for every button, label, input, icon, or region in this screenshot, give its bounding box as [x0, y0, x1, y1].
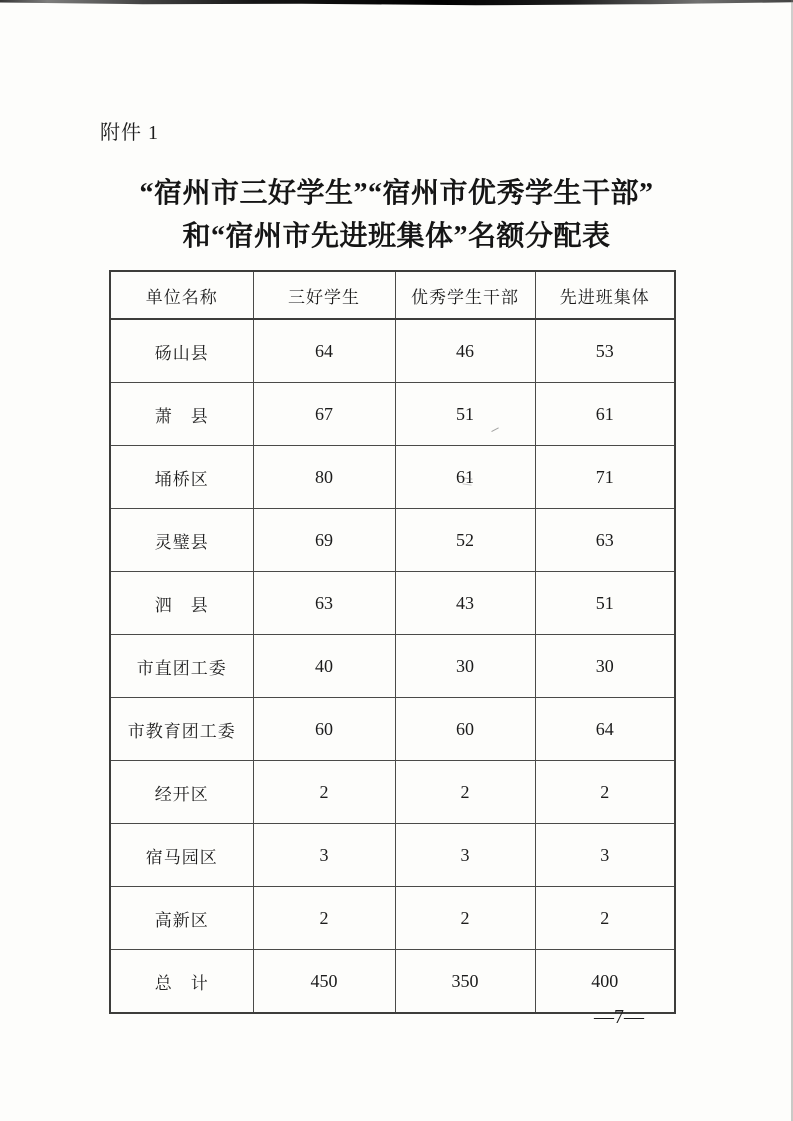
unit-name-cell: 泗 县 [110, 572, 253, 635]
table-row [110, 824, 675, 887]
quota-value-cell: 3 [253, 824, 395, 887]
col-header-advanced-class: 先进班集体 [535, 271, 675, 319]
quota-value-cell: 71 [535, 446, 675, 509]
table-row [110, 887, 675, 950]
quota-value-cell: 61 [395, 446, 535, 509]
quota-value-cell: 40 [253, 635, 395, 698]
quota-value-cell: 52 [395, 509, 535, 572]
table-row [110, 509, 675, 572]
document-title [0, 172, 793, 258]
quota-value-cell: 67 [253, 383, 395, 446]
unit-name-cell: 埇桥区 [110, 446, 253, 509]
quota-value-cell: 2 [535, 761, 675, 824]
unit-name-cell: 高新区 [110, 887, 253, 950]
table-row [110, 635, 675, 698]
col-header-unit-name: 单位名称 [110, 271, 253, 319]
col-header-merit-student: 三好学生 [253, 271, 395, 319]
table-row [110, 761, 675, 824]
quota-value-cell: 60 [253, 698, 395, 761]
document-title-line2: 和“宿州市先进班集体”名额分配表 [182, 221, 611, 252]
table-row [110, 319, 675, 383]
table-row [110, 572, 675, 635]
unit-name-cell: 总 计 [110, 950, 253, 1014]
unit-name-cell: 宿马园区 [110, 824, 253, 887]
unit-name-cell: 砀山县 [110, 319, 253, 383]
unit-name-cell: 灵璧县 [110, 509, 253, 572]
quota-value-cell: 61 [535, 383, 675, 446]
quota-value-cell: 350 [395, 950, 535, 1014]
page-number: —7— [594, 1006, 644, 1028]
unit-name-cell: 萧 县 [110, 383, 253, 446]
quota-value-cell: 51 [395, 383, 535, 446]
quota-value-cell: 80 [253, 446, 395, 509]
scan-speck [463, 477, 473, 485]
quota-value-cell: 3 [395, 824, 535, 887]
quota-value-cell: 2 [535, 887, 675, 950]
quota-value-cell: 46 [395, 319, 535, 383]
quota-value-cell: 63 [535, 509, 675, 572]
quota-value-cell: 30 [535, 635, 675, 698]
attachment-label: 附件 1 [100, 122, 159, 144]
quota-value-cell: 43 [395, 572, 535, 635]
quota-value-cell: 3 [535, 824, 675, 887]
allocation-table [109, 270, 676, 1014]
table-row [110, 950, 675, 1014]
quota-value-cell: 60 [395, 698, 535, 761]
unit-name-cell: 市直团工委 [110, 635, 253, 698]
document-title-line1: “宿州市三好学生”“宿州市优秀学生干部” [139, 178, 654, 209]
table-header-row [110, 271, 675, 319]
unit-name-cell: 经开区 [110, 761, 253, 824]
quota-value-cell: 63 [253, 572, 395, 635]
table-row [110, 446, 675, 509]
quota-value-cell: 30 [395, 635, 535, 698]
unit-name-cell: 市教育团工委 [110, 698, 253, 761]
quota-value-cell: 51 [535, 572, 675, 635]
quota-value-cell: 64 [535, 698, 675, 761]
quota-value-cell: 69 [253, 509, 395, 572]
table-row [110, 383, 675, 446]
quota-value-cell: 53 [535, 319, 675, 383]
quota-value-cell: 64 [253, 319, 395, 383]
quota-value-cell: 2 [253, 887, 395, 950]
table-row [110, 698, 675, 761]
quota-value-cell: 2 [395, 761, 535, 824]
quota-value-cell: 400 [535, 950, 675, 1014]
scan-edge-artifact [0, 0, 793, 6]
table-body [110, 319, 675, 1013]
col-header-outstanding-cadre: 优秀学生干部 [395, 271, 535, 319]
quota-value-cell: 2 [253, 761, 395, 824]
quota-value-cell: 2 [395, 887, 535, 950]
quota-value-cell: 450 [253, 950, 395, 1014]
